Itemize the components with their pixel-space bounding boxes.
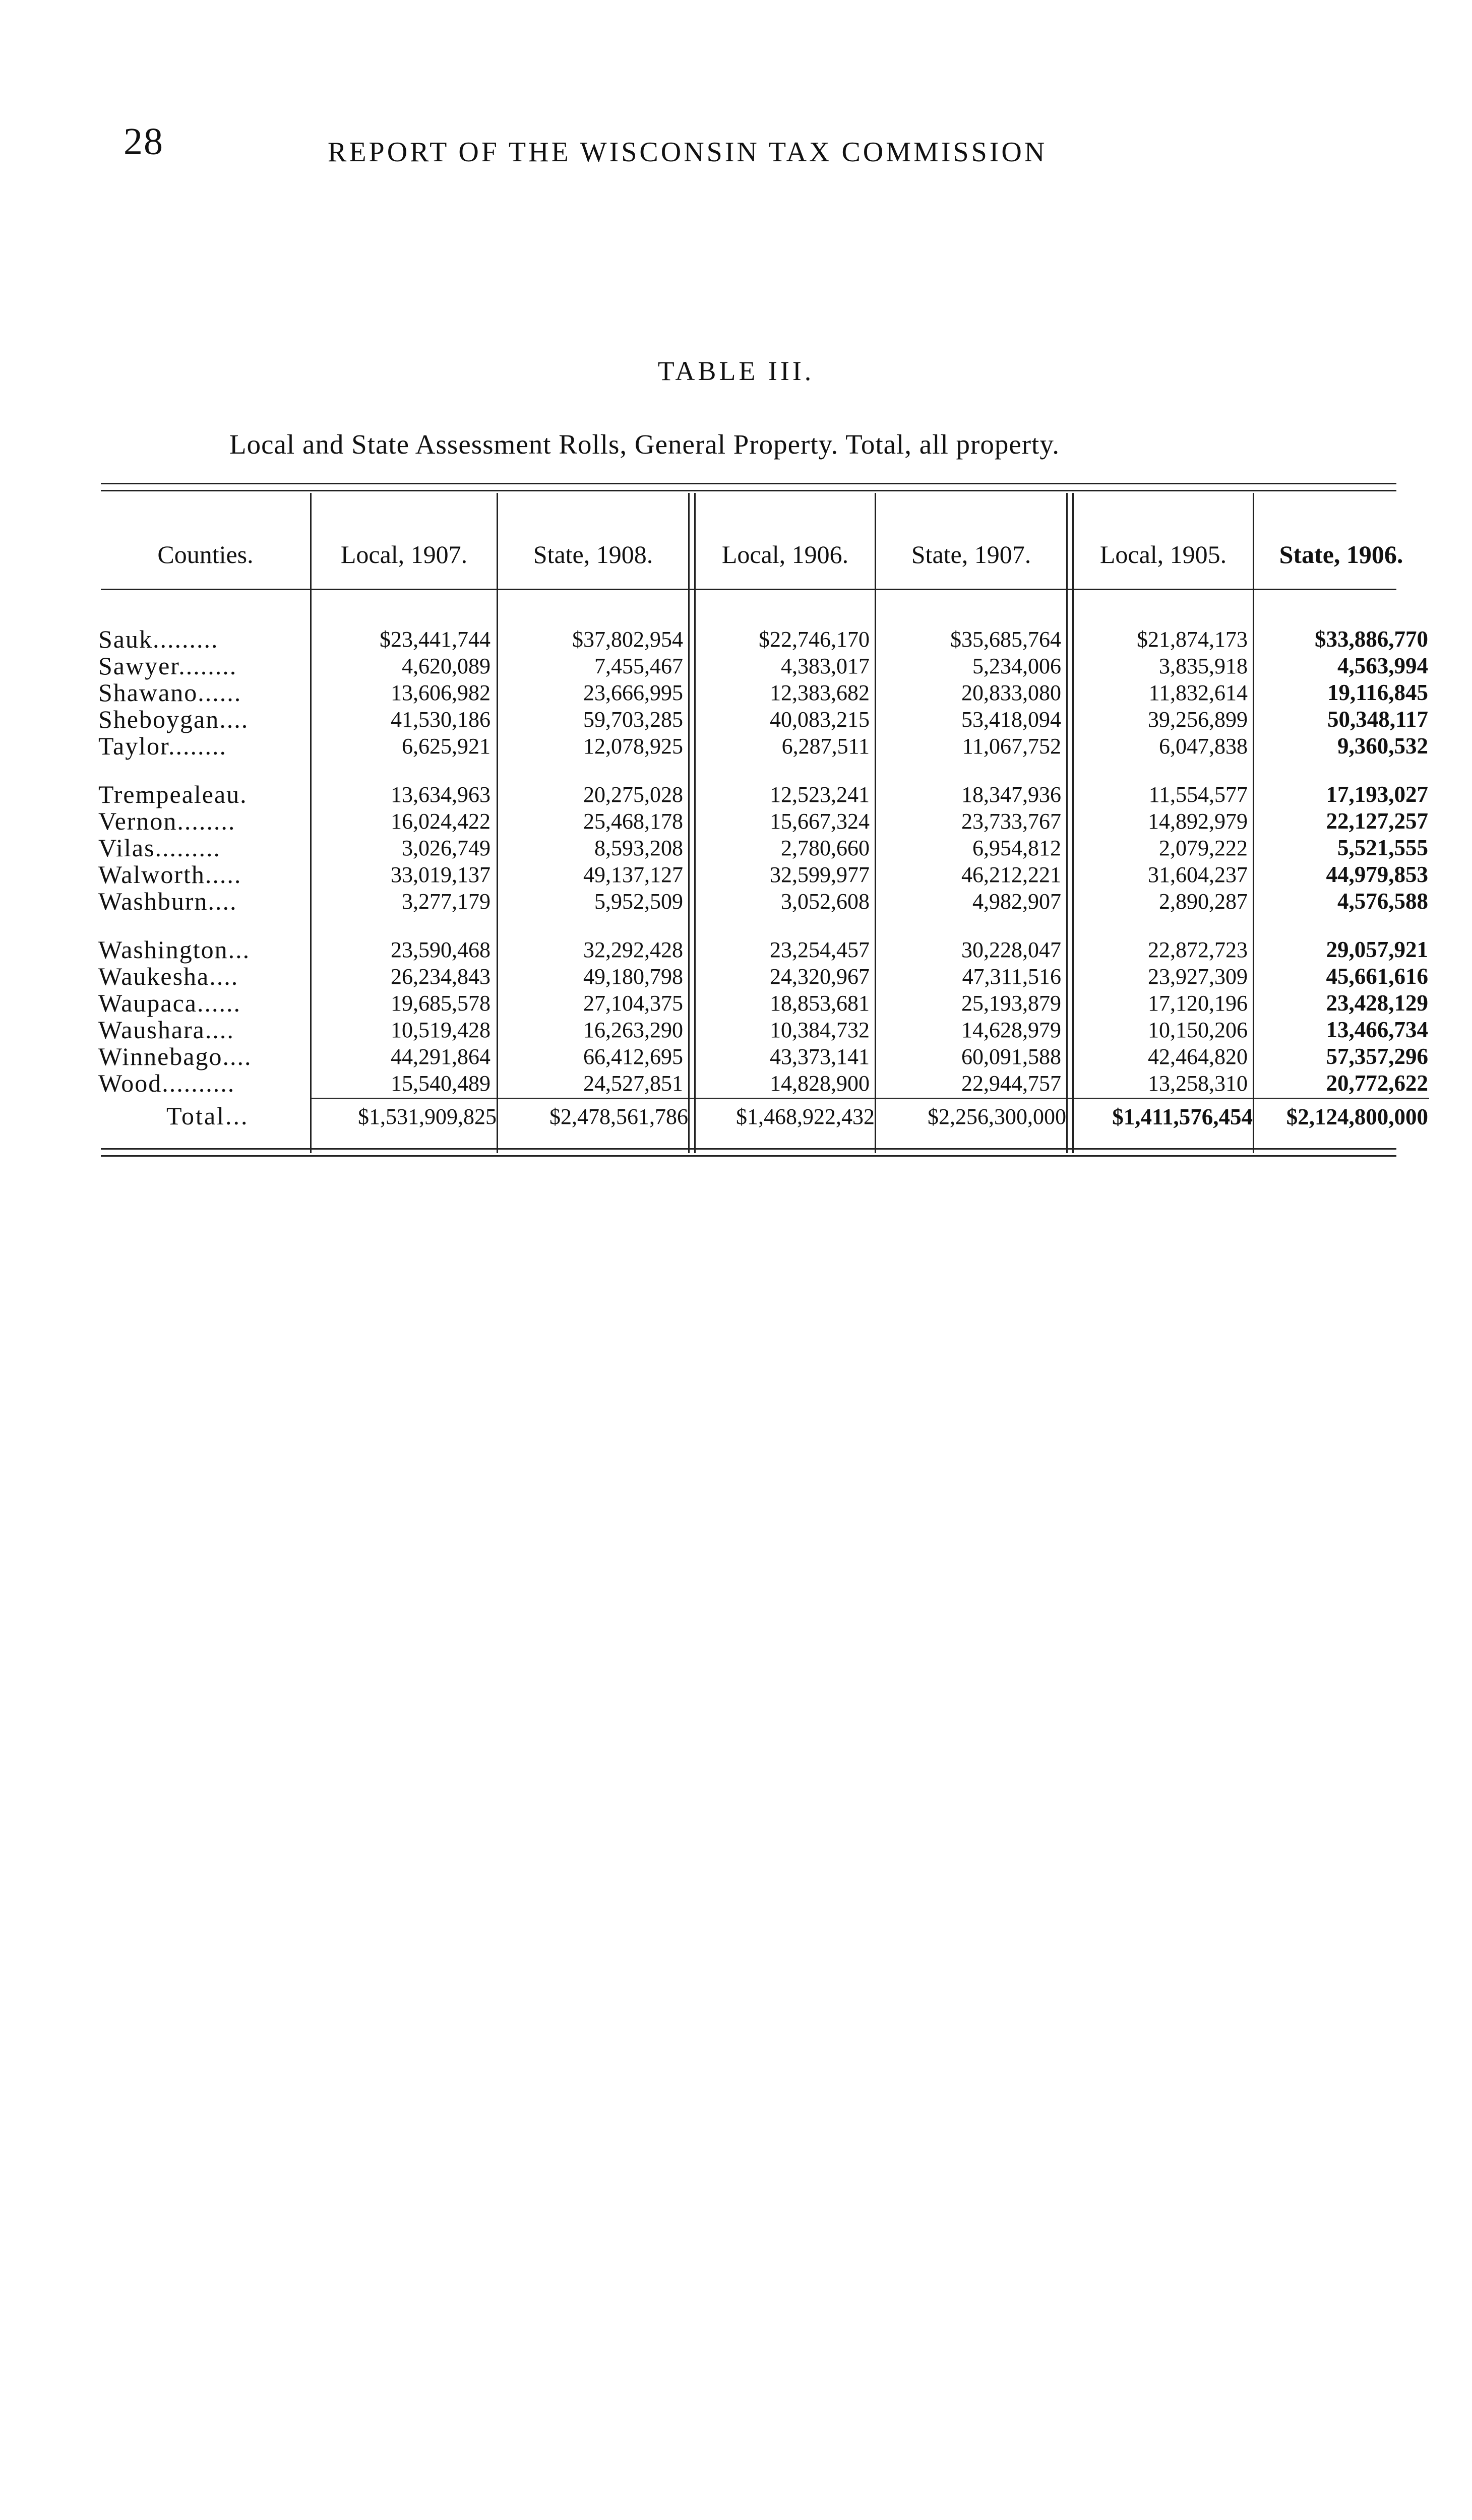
table-cell: 3,277,179 xyxy=(402,889,490,914)
table-cell: 12,078,925 xyxy=(583,734,683,759)
group-gap xyxy=(312,760,490,781)
table-cell: 20,833,080 xyxy=(961,680,1061,705)
table-cell: 49,180,798 xyxy=(583,964,683,989)
table-cell: 13,634,963 xyxy=(391,782,490,807)
county-name: Waukesha.... xyxy=(98,962,239,990)
header-local-1906: Local, 1906. xyxy=(721,540,849,569)
state-1907-column xyxy=(876,626,1061,1097)
header-state-1908: State, 1908. xyxy=(533,540,653,569)
table-cell: 47,311,516 xyxy=(962,964,1061,989)
table-cell: 16,263,290 xyxy=(583,1018,683,1042)
table-cell: 18,853,681 xyxy=(770,991,870,1016)
table-cell: 23,590,468 xyxy=(391,937,490,962)
county-name: Trempealeau. xyxy=(98,780,248,808)
total-local-1907: $1,531,909,825 xyxy=(358,1104,497,1129)
total-label: Total... xyxy=(166,1102,249,1130)
table-bottom-rule xyxy=(101,1148,1396,1150)
table-cell: 39,256,899 xyxy=(1148,707,1248,732)
county-name: Washburn.... xyxy=(98,887,237,915)
county-name: Waushara.... xyxy=(98,1016,234,1044)
table-cell: 17,120,196 xyxy=(1148,991,1248,1016)
table-cell: 13,606,982 xyxy=(391,680,490,705)
table-caption: Local and State Assessment Rolls, General Property. Total, all property. xyxy=(229,429,1060,460)
table-cell: 50,348,117 xyxy=(1327,707,1428,732)
group-gap xyxy=(98,760,300,781)
table-cell: 3,835,918 xyxy=(1159,654,1248,678)
table-cell: 4,563,994 xyxy=(1337,653,1428,678)
table-cell: 59,703,285 xyxy=(583,707,683,732)
table-bottom-rule-2 xyxy=(101,1155,1396,1157)
table-cell: 23,927,309 xyxy=(1148,964,1248,989)
county-name: Taylor........ xyxy=(98,732,227,760)
table-cell: 4,620,089 xyxy=(402,654,490,678)
table-cell: 7,455,467 xyxy=(594,654,683,678)
group-gap xyxy=(876,760,1061,781)
table-cell: 23,428,129 xyxy=(1326,990,1428,1016)
local-1907-column xyxy=(312,626,490,1097)
header-counties: Counties. xyxy=(157,540,254,569)
table-cell: 60,091,588 xyxy=(961,1044,1061,1069)
total-local-1905: $1,411,576,454 xyxy=(1112,1104,1253,1129)
sum-rule xyxy=(310,1098,1429,1099)
table-cell: 15,667,324 xyxy=(770,809,870,834)
table-cell: 24,320,967 xyxy=(770,964,870,989)
table-cell: 11,554,577 xyxy=(1148,782,1248,807)
table-cell: 15,540,489 xyxy=(391,1071,490,1096)
table-cell: 22,944,757 xyxy=(961,1071,1061,1096)
table-cell: 6,954,812 xyxy=(972,836,1061,860)
table-top-rule-2 xyxy=(101,490,1396,491)
table-cell: 5,234,006 xyxy=(972,654,1061,678)
state-1908-column xyxy=(498,626,683,1097)
table-cell: 31,604,237 xyxy=(1148,862,1248,887)
counties-column xyxy=(98,626,300,1097)
group-gap xyxy=(1074,915,1248,936)
group-gap xyxy=(312,915,490,936)
county-name: Walworth..... xyxy=(98,860,242,889)
table-cell: 57,357,296 xyxy=(1326,1044,1428,1069)
local-1906-column xyxy=(696,626,870,1097)
header-state-1906: State, 1906. xyxy=(1279,540,1403,569)
county-name: Sawyer........ xyxy=(98,652,237,680)
running-head: REPORT OF THE WISCONSIN TAX COMMISSION xyxy=(328,137,1048,168)
group-gap xyxy=(1254,760,1428,781)
table-cell: 19,116,845 xyxy=(1327,680,1428,705)
table-cell: $37,802,954 xyxy=(572,627,683,652)
table-cell: 24,527,851 xyxy=(583,1071,683,1096)
col-sep-5 xyxy=(1066,493,1068,1153)
table-cell: 11,067,752 xyxy=(962,734,1061,759)
table-cell: 20,772,622 xyxy=(1326,1070,1428,1096)
state-1906-column xyxy=(1254,626,1428,1097)
table-cell: 44,979,853 xyxy=(1326,862,1428,887)
table-cell: 53,418,094 xyxy=(961,707,1061,732)
table-cell: $21,874,173 xyxy=(1137,627,1248,652)
table-cell: 32,599,977 xyxy=(770,862,870,887)
group-gap xyxy=(1074,760,1248,781)
group-gap xyxy=(1254,915,1428,936)
county-name: Shawano...... xyxy=(98,678,242,707)
county-name: Vernon........ xyxy=(98,807,236,835)
table-cell: 14,828,900 xyxy=(770,1071,870,1096)
table-cell: 49,137,127 xyxy=(583,862,683,887)
table-cell: 6,625,921 xyxy=(402,734,490,759)
table-cell: 12,383,682 xyxy=(770,680,870,705)
table-cell: 5,952,509 xyxy=(594,889,683,914)
table-cell: 14,892,979 xyxy=(1148,809,1248,834)
table-cell: 26,234,843 xyxy=(391,964,490,989)
table-cell: 32,292,428 xyxy=(583,937,683,962)
table-cell: 13,466,734 xyxy=(1326,1017,1428,1042)
table-cell: 16,024,422 xyxy=(391,809,490,834)
total-state-1906: $2,124,800,000 xyxy=(1286,1104,1428,1129)
county-name: Waupaca...... xyxy=(98,989,241,1017)
table-cell: 33,019,137 xyxy=(391,862,490,887)
table-cell: 10,150,206 xyxy=(1148,1018,1248,1042)
table-cell: 23,666,995 xyxy=(583,680,683,705)
table-top-rule xyxy=(101,483,1396,484)
table-cell: 9,360,532 xyxy=(1337,733,1428,759)
table-cell: 6,047,838 xyxy=(1159,734,1248,759)
table-cell: 14,628,979 xyxy=(961,1018,1061,1042)
table-cell: $22,746,170 xyxy=(759,627,870,652)
table-cell: 43,373,141 xyxy=(770,1044,870,1069)
table-cell: 45,661,616 xyxy=(1326,964,1428,989)
county-name: Washington... xyxy=(98,935,251,964)
county-name: Sheboygan.... xyxy=(98,705,249,733)
header-local-1905: Local, 1905. xyxy=(1099,540,1227,569)
table-cell: 23,254,457 xyxy=(770,937,870,962)
table-cell: 27,104,375 xyxy=(583,991,683,1016)
col-sep-3 xyxy=(688,493,690,1153)
table-cell: 2,780,660 xyxy=(781,836,870,860)
total-state-1908: $2,478,561,786 xyxy=(549,1104,688,1129)
page-number: 28 xyxy=(124,120,164,163)
table-cell: 3,052,608 xyxy=(781,889,870,914)
table-cell: 66,412,695 xyxy=(583,1044,683,1069)
table-cell: 4,383,017 xyxy=(781,654,870,678)
table-cell: 17,193,027 xyxy=(1326,782,1428,807)
table-cell: 5,521,555 xyxy=(1337,835,1428,860)
table-cell: 25,193,879 xyxy=(961,991,1061,1016)
table-cell: 3,026,749 xyxy=(402,836,490,860)
group-gap xyxy=(696,760,870,781)
county-name: Sauk......... xyxy=(98,625,219,653)
table-cell: 2,890,287 xyxy=(1159,889,1248,914)
table-cell: 22,872,723 xyxy=(1148,937,1248,962)
table-cell: 4,576,588 xyxy=(1337,889,1428,914)
table-cell: 22,127,257 xyxy=(1326,808,1428,834)
table-cell: 20,275,028 xyxy=(583,782,683,807)
header-local-1907: Local, 1907. xyxy=(340,540,468,569)
table-cell: 46,212,221 xyxy=(961,862,1061,887)
group-gap xyxy=(876,915,1061,936)
group-gap xyxy=(696,915,870,936)
table-cell: 19,685,578 xyxy=(391,991,490,1016)
county-name: Winnebago.... xyxy=(98,1042,252,1070)
local-1905-column xyxy=(1074,626,1248,1097)
table-cell: 10,384,732 xyxy=(770,1018,870,1042)
table-cell: 29,057,921 xyxy=(1326,937,1428,962)
header-state-1907: State, 1907. xyxy=(911,540,1031,569)
table-cell: 12,523,241 xyxy=(770,782,870,807)
table-cell: 13,258,310 xyxy=(1148,1071,1248,1096)
table-cell: 30,228,047 xyxy=(961,937,1061,962)
table-cell: 4,982,907 xyxy=(972,889,1061,914)
group-gap xyxy=(498,915,683,936)
total-local-1906: $1,468,922,432 xyxy=(736,1104,875,1129)
table-cell: 23,733,767 xyxy=(961,809,1061,834)
table-cell: 18,347,936 xyxy=(961,782,1061,807)
table-cell: 42,464,820 xyxy=(1148,1044,1248,1069)
county-name: Vilas......... xyxy=(98,834,221,862)
table-cell: 2,079,222 xyxy=(1159,836,1248,860)
table-cell: 44,291,864 xyxy=(391,1044,490,1069)
table-cell: 11,832,614 xyxy=(1148,680,1248,705)
table-cell: 41,530,186 xyxy=(391,707,490,732)
table-title: TABLE III. xyxy=(657,356,815,386)
table-cell: 8,593,208 xyxy=(594,836,683,860)
table-cell: $23,441,744 xyxy=(380,627,490,652)
county-name: Wood.......... xyxy=(98,1069,235,1097)
group-gap xyxy=(98,915,300,936)
table-cell: $35,685,764 xyxy=(950,627,1061,652)
table-cell: 10,519,428 xyxy=(391,1018,490,1042)
table-cell: $33,886,770 xyxy=(1315,626,1428,652)
table-cell: 6,287,511 xyxy=(781,734,870,759)
total-state-1907: $2,256,300,000 xyxy=(928,1104,1066,1129)
table-cell: 40,083,215 xyxy=(770,707,870,732)
table-cell: 25,468,178 xyxy=(583,809,683,834)
group-gap xyxy=(498,760,683,781)
